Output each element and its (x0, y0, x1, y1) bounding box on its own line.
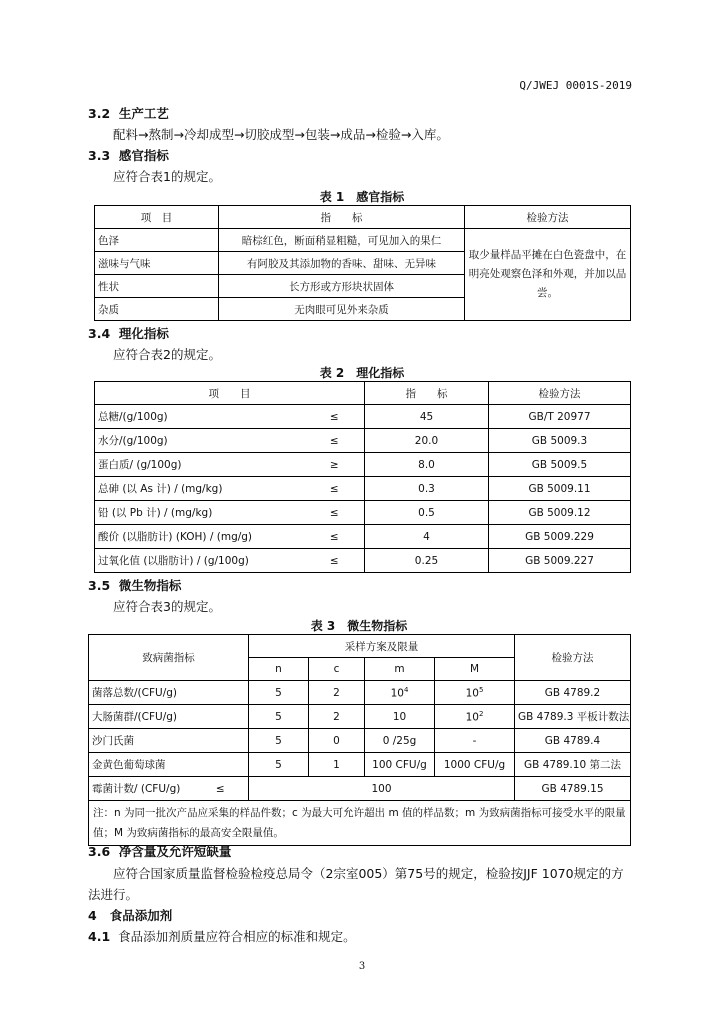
item-cell: 铅 (以 Pb 计) / (mg/kg) (95, 501, 305, 525)
header-cell: 指 标 (365, 382, 489, 405)
table-row (95, 229, 631, 252)
table-row (89, 705, 631, 729)
method-cell: GB 4789.10 第二法 (515, 753, 631, 777)
base-value: 10 (465, 711, 479, 724)
value-cell: 8.0 (365, 453, 489, 477)
value-cell: - (435, 729, 515, 753)
sign-cell: ≤ (305, 405, 365, 429)
value-cell: 0.3 (365, 477, 489, 501)
table-row (95, 453, 631, 477)
table-2-caption: 表 2 理化指标 (319, 366, 405, 380)
section-3-3-heading (88, 146, 169, 164)
method-cell: GB 4789.4 (515, 729, 631, 753)
item-cell: 大肠菌群/(CFU/g) (89, 705, 249, 729)
value-cell: 5 (249, 753, 309, 777)
value-cell: 100 (249, 777, 515, 801)
section-3-5-heading (88, 576, 181, 594)
section-3-6-heading (88, 842, 231, 860)
item-cell: 色泽 (95, 229, 219, 252)
method-cell: GB/T 20977 (489, 405, 631, 429)
section-number: 4.1 (88, 929, 111, 944)
table-header-row (95, 382, 631, 405)
value-cell: 0 /25g (365, 729, 435, 753)
subheader-cell: M (435, 658, 515, 681)
table-row (89, 753, 631, 777)
method-cell: GB 5009.3 (489, 429, 631, 453)
value-cell (365, 705, 435, 729)
exponent: 4 (403, 685, 409, 694)
subheader-cell: c (309, 658, 365, 681)
table-note: 注：n 为同一批次产品应采集的样品件数；c 为最大可允许超出 m 值的样品数；m 为致病菌指标可接受水平的限量值；M 为致病菌指标的最高安全限量值。 (89, 801, 631, 846)
value-cell: 45 (365, 405, 489, 429)
method-cell: GB 5009.5 (489, 453, 631, 477)
value-cell: 5 (249, 705, 309, 729)
header-cell: 采样方案及限量 (249, 635, 515, 658)
sign-cell: ≤ (305, 525, 365, 549)
table-row (95, 477, 631, 501)
subheader-cell: m (365, 658, 435, 681)
exponent: 5 (478, 685, 484, 694)
value-cell: 有阿胶及其添加物的香味、甜味、无异味 (219, 252, 465, 275)
header-cell: 检验方法 (489, 382, 631, 405)
value-cell: 无肉眼可见外来杂质 (219, 298, 465, 321)
table-row (89, 777, 631, 801)
value-cell: 1 (309, 753, 365, 777)
table-row (89, 729, 631, 753)
item-cell: 总砷 (以 As 计) / (mg/kg) (95, 477, 305, 501)
header-cell: 致病菌指标 (89, 635, 249, 681)
item-cell: 杂质 (95, 298, 219, 321)
section-number: 3.4 (88, 326, 111, 341)
sign-cell: ≤ (305, 549, 365, 573)
section-title: 理化指标 (118, 326, 169, 341)
section-title: 感官指标 (118, 148, 169, 163)
value-cell: 2 (309, 681, 365, 705)
method-cell: GB 4789.3 平板计数法 (515, 705, 631, 729)
section-4-1 (88, 927, 356, 945)
section-3-5-text: 应符合表3的规定。 (113, 599, 221, 614)
standard-number: Q/JWEJ 0001S-2019 (519, 79, 632, 92)
value-cell: 20.0 (365, 429, 489, 453)
value-cell: 0.5 (365, 501, 489, 525)
item-cell: 霉菌计数/ (CFU/g) (89, 777, 193, 801)
header-cell: 检验方法 (515, 635, 631, 681)
table-3-microbial (88, 634, 631, 846)
section-text: 食品添加剂质量应符合相应的标准和规定。 (118, 929, 356, 944)
item-cell: 酸价 (以脂肪计) (KOH) / (mg/g) (95, 525, 305, 549)
section-title: 净含量及允许短缺量 (118, 844, 232, 859)
table-3-caption: 表 3 微生物指标 (310, 619, 408, 633)
section-3-2-text: 配料→熬制→冷却成型→切胶成型→包装→成品→检验→入库。 (113, 127, 449, 142)
table-header-row (89, 635, 631, 658)
base-value: 10 (465, 687, 479, 700)
section-3-6-text: 应符合国家质量监督检验检疫总局令（2宗室005）第75号的规定，检验按JJF 1070规定的方法进行。 (88, 866, 624, 902)
method-cell: 取少量样品平摊在白色瓷盘中，在明亮处观察色泽和外观，并加以品尝。 (465, 229, 631, 321)
item-cell: 过氧化值 (以脂肪计) / (g/100g) (95, 549, 305, 573)
base-value: 10 (390, 687, 404, 700)
sign-cell: ≤ (305, 429, 365, 453)
table-row (95, 405, 631, 429)
value-cell: 5 (249, 729, 309, 753)
section-title: 食品添加剂 (109, 908, 173, 923)
section-3-4-heading (88, 324, 169, 342)
table-row (95, 549, 631, 573)
table-row (95, 429, 631, 453)
item-cell: 水分/(g/100g) (95, 429, 305, 453)
table-1-caption: 表 1 感官指标 (319, 190, 405, 204)
item-cell: 滋味与气味 (95, 252, 219, 275)
table-1-sensory (94, 205, 631, 321)
table-note-row (89, 801, 631, 846)
section-title: 生产工艺 (118, 106, 169, 121)
section-number: 3.3 (88, 148, 111, 163)
value-cell: 1000 CFU/g (435, 753, 515, 777)
item-cell: 总糖/(g/100g) (95, 405, 305, 429)
item-cell: 菌落总数/(CFU/g) (89, 681, 249, 705)
method-cell: GB 4789.15 (515, 777, 631, 801)
subheader-cell: n (249, 658, 309, 681)
value-cell: 长方形或方形块状固体 (219, 275, 465, 298)
value-cell: 5 (249, 681, 309, 705)
value-cell (365, 681, 435, 705)
section-4-heading (88, 906, 172, 924)
value-cell: 100 CFU/g (365, 753, 435, 777)
item-cell: 沙门氏菌 (89, 729, 249, 753)
method-cell: GB 5009.229 (489, 525, 631, 549)
section-number: 3.6 (88, 844, 111, 859)
base-value: 10 (392, 710, 407, 723)
table-row (95, 501, 631, 525)
section-title: 微生物指标 (118, 578, 182, 593)
header-cell: 项 目 (95, 206, 219, 229)
section-3-2-heading (88, 104, 169, 122)
section-number: 3.5 (88, 578, 111, 593)
value-cell: 4 (365, 525, 489, 549)
value-cell: 0 (309, 729, 365, 753)
exponent: 2 (478, 709, 484, 718)
method-cell: GB 5009.227 (489, 549, 631, 573)
value-cell: 2 (309, 705, 365, 729)
method-cell: GB 4789.2 (515, 681, 631, 705)
table-2-physicochemical (94, 381, 631, 573)
method-cell: GB 5009.11 (489, 477, 631, 501)
table-row (95, 525, 631, 549)
value-cell (435, 705, 515, 729)
sign-cell: ≥ (305, 453, 365, 477)
value-cell: 0.25 (365, 549, 489, 573)
page-number: 3 (358, 961, 366, 972)
section-3-4-text: 应符合表2的规定。 (113, 347, 221, 362)
value-cell (435, 681, 515, 705)
item-cell: 金黄色葡萄球菌 (89, 753, 249, 777)
section-3-3-text: 应符合表1的规定。 (113, 169, 221, 184)
section-number: 3.2 (88, 106, 111, 121)
sign-cell: ≤ (305, 501, 365, 525)
header-cell: 项 目 (95, 382, 365, 405)
method-cell: GB 5009.12 (489, 501, 631, 525)
value-cell: 暗棕红色，断面稍显粗糙，可见加入的果仁 (219, 229, 465, 252)
sign-cell: ≤ (193, 777, 249, 801)
table-row (89, 681, 631, 705)
section-number: 4 (88, 908, 97, 923)
header-cell: 指 标 (219, 206, 465, 229)
table-header-row (95, 206, 631, 229)
sign-cell: ≤ (305, 477, 365, 501)
item-cell: 蛋白质/ (g/100g) (95, 453, 305, 477)
item-cell: 性状 (95, 275, 219, 298)
header-cell: 检验方法 (465, 206, 631, 229)
